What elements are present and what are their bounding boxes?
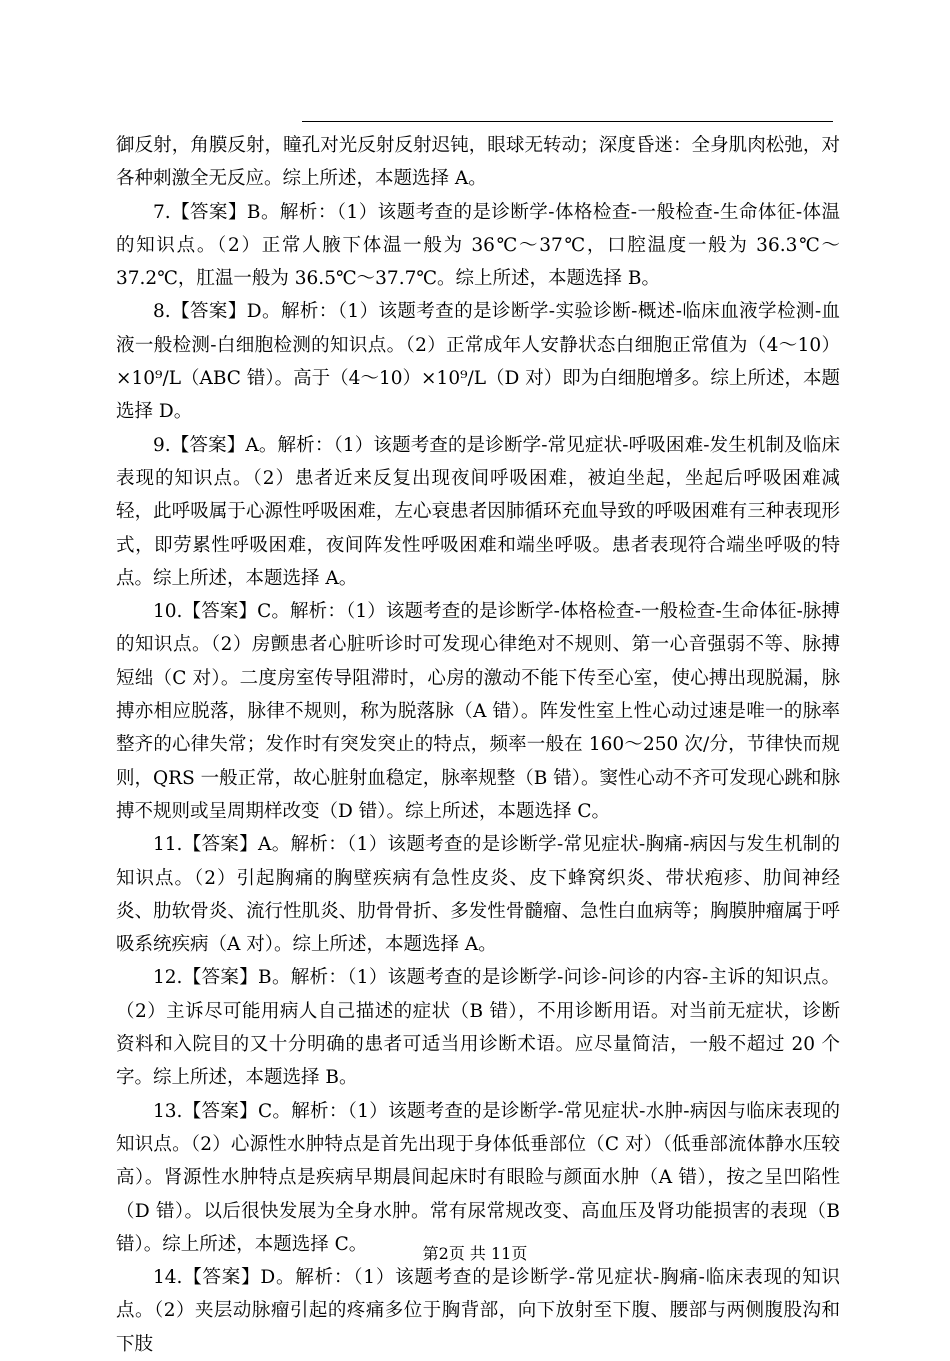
answer-13: 13.【答案】C。解析：（1）该题考查的是诊断学-常见症状-水肿-病因与临床表现的知识点。（2）心源性水肿特点是首先出现于身体低垂部位（C 对）（低垂部流体静水压较高）。肾源性水肿特点是疾病早期晨间起床时有眼睑与颜面水肿（A 错），按之呈凹陷性（D 错）。以后很快发展为全身水肿。常有尿常规改变、高血压及肾功能损害的表现（B 错）。综上所述，本题选择 C。: [116, 1100, 840, 1255]
answer-content: [116, 129, 840, 1361]
answer-12: 12.【答案】B。解析：（1）该题考查的是诊断学-问诊-问诊的内容-主诉的知识点。（2）主诉尽可能用病人自己描述的症状（B 错），不用诊断用语。对当前无症状，诊断资料和入院目的又十分明确的患者可适当用诊断术语。应尽量简洁，一般不超过 20 个字。综上所述，本题选择 B。: [116, 967, 840, 1089]
answer-11: 11.【答案】A。解析：（1）该题考查的是诊断学-常见症状-胸痛-病因与发生机制的知识点。（2）引起胸痛的胸壁疾病有急性皮炎、皮下蜂窝织炎、带状疱疹、肋间神经炎、肋软骨炎、流行性肌炎、肋骨骨折、多发性骨髓瘤、急性白血病等；胸膜肿瘤属于呼吸系统疾病（A 对）。综上所述，本题选择 A。: [116, 834, 840, 956]
answer-9: 9.【答案】A。解析：（1）该题考查的是诊断学-常见症状-呼吸困难-发生机制及临床表现的知识点。（2）患者近来反复出现夜间呼吸困难，被迫坐起，坐起后呼吸困难减轻，此呼吸属于心源性呼吸困难，左心衰患者因肺循环充血导致的呼吸困难有三种表现形式，即劳累性呼吸困难，夜间阵发性呼吸困难和端坐呼吸。患者表现符合端坐呼吸的特点。综上所述，本题选择 A。: [116, 434, 840, 589]
answer-10: 10.【答案】C。解析：（1）该题考查的是诊断学-体格检查-一般检查-生命体征-脉搏的知识点。（2）房颤患者心脏听诊时可发现心律绝对不规则、第一心音强弱不等、脉搏短绌（C 对）。二度房室传导阻滞时，心房的激动不能下传至心室，使心搏出现脱漏，脉搏亦相应脱落，脉律不规则，称为脱落脉（A 错）。阵发性室上性心动过速是唯一的脉率整齐的心律失常；发作时有突发突止的特点，频率一般在 160～250 次/分，节律快而规则，QRS 一般正常，故心脏射血稳定，脉率规整（B 错）。窦性心动不齐可发现心跳和脉搏不规则或呈周期样改变（D 错）。综上所述，本题选择 C。: [116, 601, 840, 822]
continuation-paragraph: 御反射，角膜反射，瞳孔对光反射反射迟钝，眼球无转动；深度昏迷：全身肌肉松弛，对各种刺激全无反应。综上所述，本题选择 A。: [116, 135, 840, 190]
page-footer: 第2页 共 11页: [422, 1244, 528, 1263]
answer-8: 8.【答案】D。解析：（1）该题考查的是诊断学-实验诊断-概述-临床血液学检测-血液一般检测-白细胞检测的知识点。（2）正常成年人安静状态白细胞正常值为（4～10）×10⁹/L（ABC 错）。高于（4～10）×10⁹/L（D 对）即为白细胞增多。综上所述，本题选择 D。: [116, 301, 840, 423]
answer-14: 14.【答案】D。解析：（1）该题考查的是诊断学-常见症状-胸痛-临床表现的知识点。（2）夹层动脉瘤引起的疼痛多位于胸背部，向下放射至下腹、腰部与两侧腹股沟和下肢: [116, 1267, 840, 1355]
header-rule: [302, 121, 833, 122]
answer-7: 7.【答案】B。解析：（1）该题考查的是诊断学-体格检查-一般检查-生命体征-体温的知识点。（2）正常人腋下体温一般为 36℃～37℃，口腔温度一般为 36.3℃～37.2℃，肛温一般为 36.5℃～37.7℃。综上所述，本题选择 B。: [116, 201, 840, 290]
